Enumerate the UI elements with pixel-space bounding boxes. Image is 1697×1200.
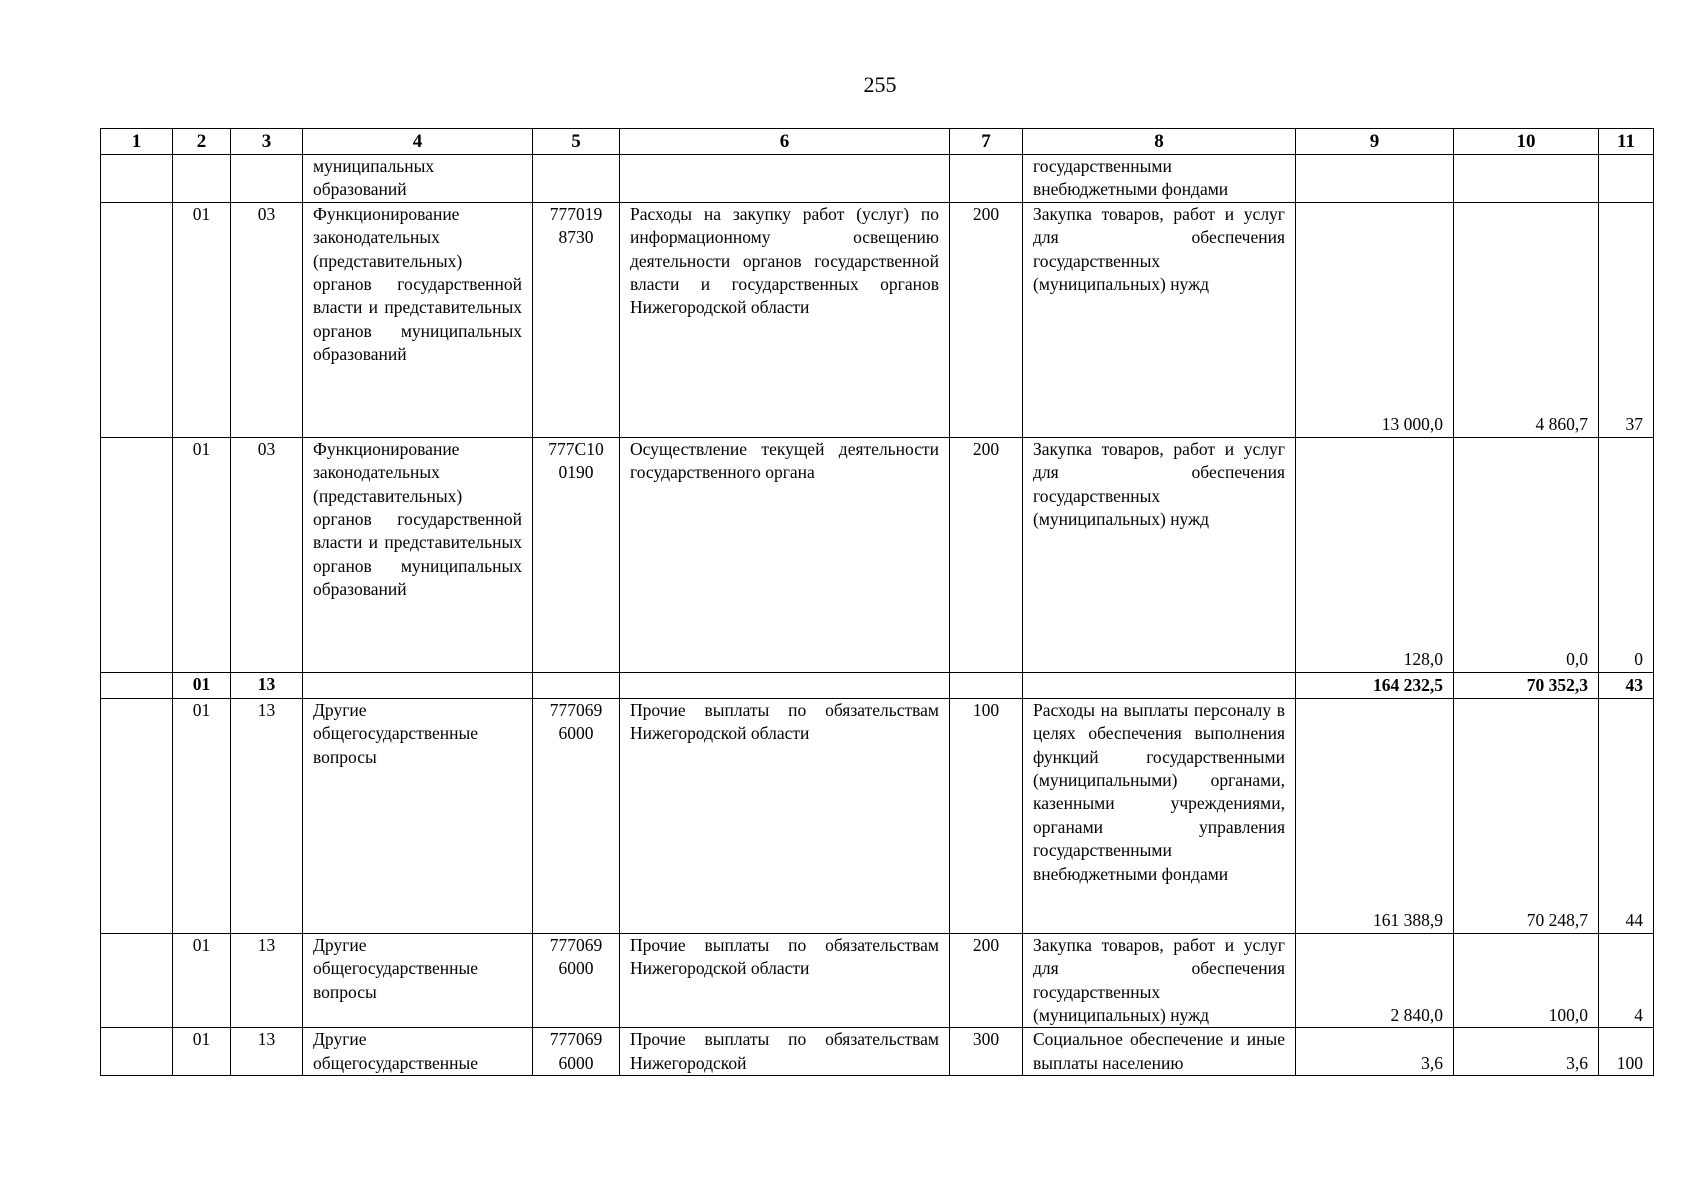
header-cell: 7	[950, 129, 1023, 155]
cell-section-name: Функционирование законодательных (представительных) органов государственной власти и представительных органов муниципальных образований	[303, 437, 533, 672]
cell-section: 01	[173, 698, 231, 933]
cell-planned: 3,6	[1296, 1028, 1454, 1076]
cell-section: 01	[173, 933, 231, 1028]
cell-col1	[101, 155, 173, 203]
header-cell: 5	[533, 129, 620, 155]
budget-table	[100, 128, 1654, 1076]
header-cell: 8	[1023, 129, 1296, 155]
cell-expense-type-name: Закупка товаров, работ и услуг для обеспечения государственных (муниципальных) нужд	[1023, 202, 1296, 437]
cell-section: 01	[173, 437, 231, 672]
subtotal-row	[101, 672, 1654, 698]
table-header-row	[101, 129, 1654, 155]
cell-actual	[1454, 155, 1599, 203]
cell-target-article	[533, 155, 620, 203]
cell-subsection: 13	[231, 933, 303, 1028]
cell-section-name: Функционирование законодательных (представительных) органов государственной власти и представительных органов муниципальных образований	[303, 202, 533, 437]
cell-subsection: 13	[231, 1028, 303, 1076]
cell-actual: 70 352,3	[1454, 672, 1599, 698]
table-row	[101, 202, 1654, 437]
header-cell: 4	[303, 129, 533, 155]
cell-col1	[101, 202, 173, 437]
cell-planned: 13 000,0	[1296, 202, 1454, 437]
cell-subsection: 13	[231, 698, 303, 933]
cell-col1	[101, 933, 173, 1028]
cell-section-name: муниципальных образований	[303, 155, 533, 203]
table-row	[101, 698, 1654, 933]
cell-expense-type-name: Закупка товаров, работ и услуг для обеспечения государственных (муниципальных) нужд	[1023, 933, 1296, 1028]
cell-article-name: Расходы на закупку работ (услуг) по информационному освещению деятельности органов государственной власти и государственных органов Нижегородской области	[620, 202, 950, 437]
cell-expense-type-name: Расходы на выплаты персоналу в целях обеспечения выполнения функций государственными (муниципальными) органами, казенными учреждениями, органами управления государственными внебюджетными фондами	[1023, 698, 1296, 933]
table-row	[101, 437, 1654, 672]
cell-expense-type: 100	[950, 698, 1023, 933]
cell-planned	[1296, 155, 1454, 203]
cell-actual: 0,0	[1454, 437, 1599, 672]
cell-actual: 70 248,7	[1454, 698, 1599, 933]
cell-actual: 3,6	[1454, 1028, 1599, 1076]
header-cell: 1	[101, 129, 173, 155]
cell-article-name: Прочие выплаты по обязательствам Нижегородской области	[620, 698, 950, 933]
cell-article-name	[620, 672, 950, 698]
cell-subsection: 03	[231, 437, 303, 672]
cell-target-article: 777069 6000	[533, 933, 620, 1028]
cell-target-article: 777С10 0190	[533, 437, 620, 672]
cell-expense-type: 200	[950, 202, 1023, 437]
cell-section-name: Другие общегосударственные	[303, 1028, 533, 1076]
cell-percent	[1599, 155, 1654, 203]
cell-section	[173, 155, 231, 203]
cell-section-name: Другие общегосударственные вопросы	[303, 698, 533, 933]
table-row	[101, 1028, 1654, 1076]
cell-article-name	[620, 155, 950, 203]
page-number: 255	[863, 72, 897, 97]
cell-article-name: Осуществление текущей деятельности государственного органа	[620, 437, 950, 672]
cell-planned: 2 840,0	[1296, 933, 1454, 1028]
header-cell: 6	[620, 129, 950, 155]
cell-section-name	[303, 672, 533, 698]
cell-section: 01	[173, 1028, 231, 1076]
cell-actual: 100,0	[1454, 933, 1599, 1028]
cell-percent: 43	[1599, 672, 1654, 698]
cell-expense-type: 200	[950, 933, 1023, 1028]
cell-target-article	[533, 672, 620, 698]
cell-col1	[101, 1028, 173, 1076]
cell-section-name: Другие общегосударственные вопросы	[303, 933, 533, 1028]
cell-planned: 128,0	[1296, 437, 1454, 672]
cell-subsection: 13	[231, 672, 303, 698]
cell-expense-type-name	[1023, 672, 1296, 698]
cell-planned: 161 388,9	[1296, 698, 1454, 933]
cell-expense-type	[950, 155, 1023, 203]
table-row	[101, 155, 1654, 203]
cell-target-article: 777069 6000	[533, 698, 620, 933]
cell-col1	[101, 698, 173, 933]
cell-actual: 4 860,7	[1454, 202, 1599, 437]
cell-expense-type	[950, 672, 1023, 698]
cell-expense-type-name: Закупка товаров, работ и услуг для обеспечения государственных (муниципальных) нужд	[1023, 437, 1296, 672]
cell-expense-type-name: Социальное обеспечение и иные выплаты населению	[1023, 1028, 1296, 1076]
cell-percent: 100	[1599, 1028, 1654, 1076]
cell-section: 01	[173, 202, 231, 437]
header-cell: 9	[1296, 129, 1454, 155]
header-cell: 3	[231, 129, 303, 155]
cell-subsection: 03	[231, 202, 303, 437]
cell-expense-type-name: государственными внебюджетными фондами	[1023, 155, 1296, 203]
cell-percent: 0	[1599, 437, 1654, 672]
cell-percent: 37	[1599, 202, 1654, 437]
cell-target-article: 777069 6000	[533, 1028, 620, 1076]
cell-percent: 44	[1599, 698, 1654, 933]
cell-section: 01	[173, 672, 231, 698]
table-row	[101, 933, 1654, 1028]
cell-col1	[101, 437, 173, 672]
cell-planned: 164 232,5	[1296, 672, 1454, 698]
cell-expense-type: 200	[950, 437, 1023, 672]
cell-article-name: Прочие выплаты по обязательствам Нижегородской	[620, 1028, 950, 1076]
cell-target-article: 777019 8730	[533, 202, 620, 437]
cell-subsection	[231, 155, 303, 203]
header-cell: 2	[173, 129, 231, 155]
cell-col1	[101, 672, 173, 698]
cell-percent: 4	[1599, 933, 1654, 1028]
cell-article-name: Прочие выплаты по обязательствам Нижегородской области	[620, 933, 950, 1028]
header-cell: 11	[1599, 129, 1654, 155]
cell-expense-type: 300	[950, 1028, 1023, 1076]
header-cell: 10	[1454, 129, 1599, 155]
